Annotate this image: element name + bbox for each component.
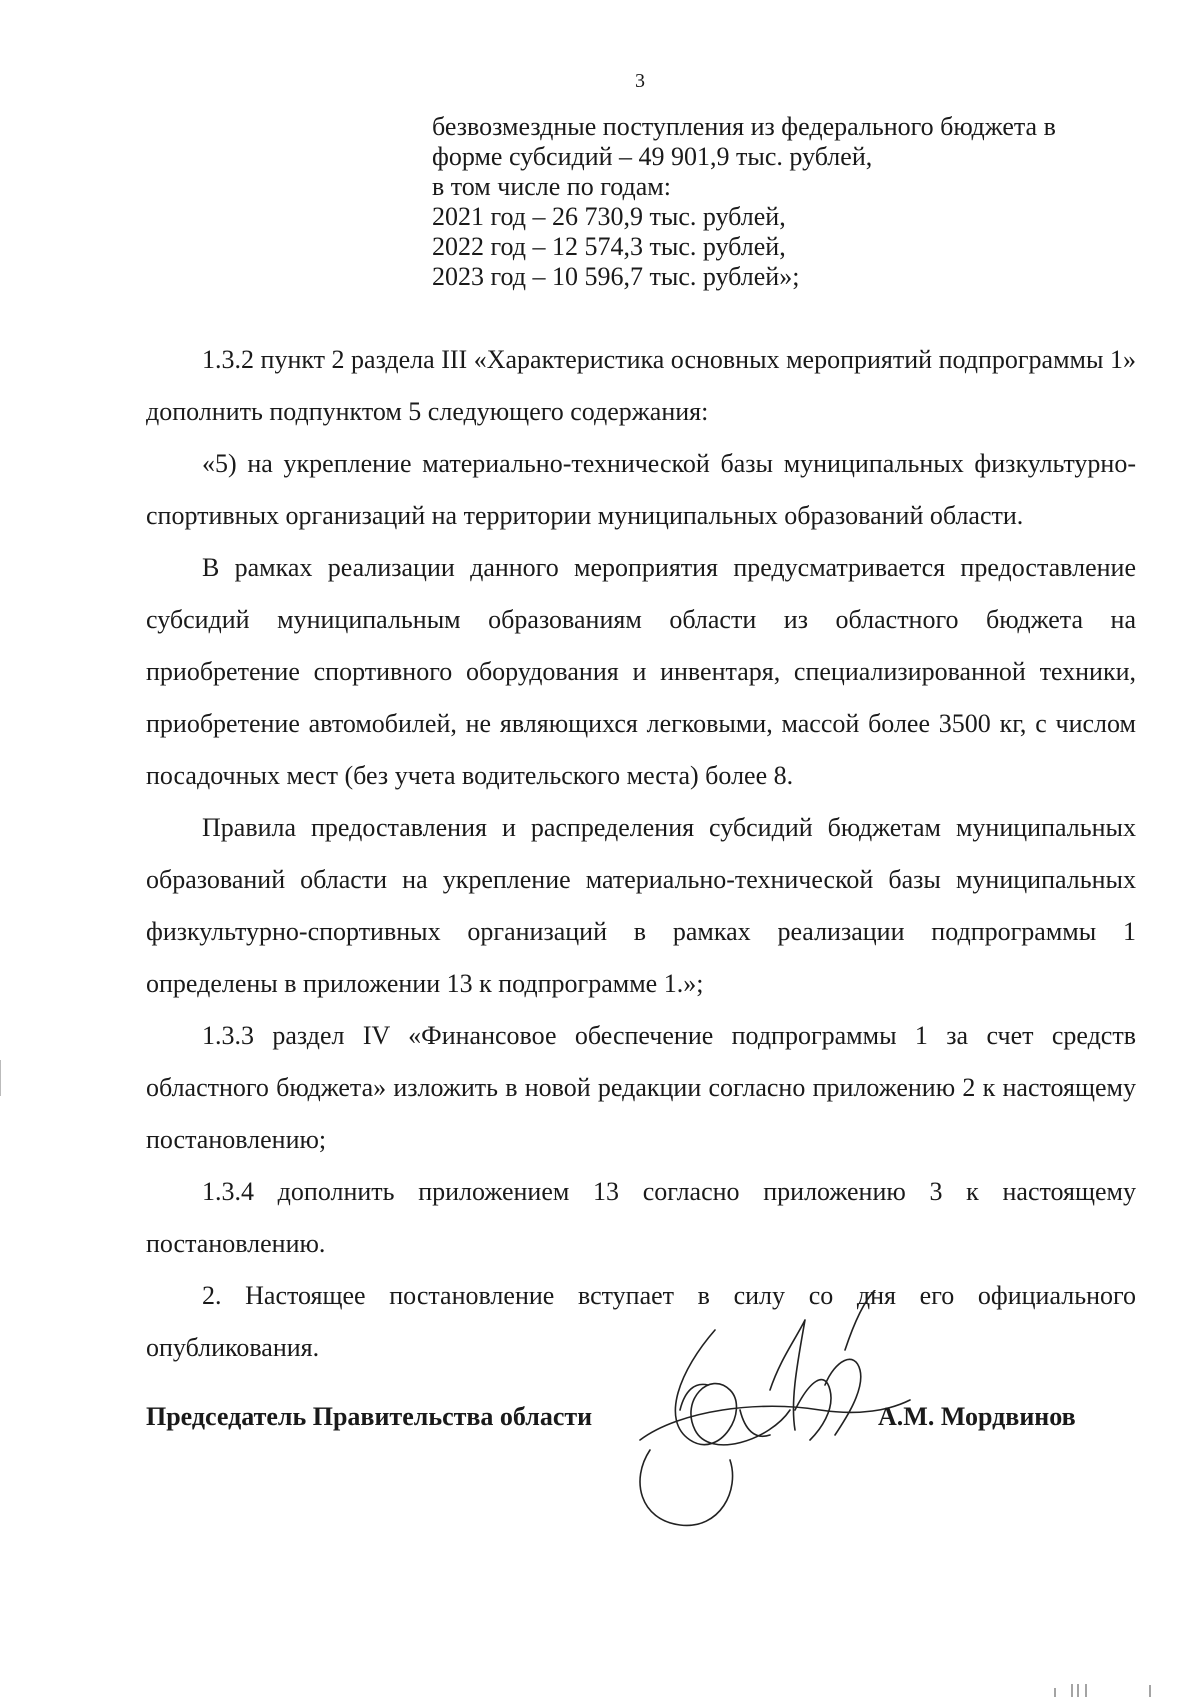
funding-line: 2023 год – 10 596,7 тыс. рублей»; <box>432 262 800 291</box>
signatory-title: Председатель Правительства области <box>146 1402 593 1431</box>
paragraph-subitem-5: «5) на укрепление материально-технической базы муниципальных физкультурно-спортивных организаций на территории муниципальных образований области. <box>146 449 1136 530</box>
paragraph-subsidy-rules: Правила предоставления и распределения субсидий бюджетам муниципальных образований области на укрепление материально-технической базы муниципальных физкультурно-спортивных организаций в рамках реализации подпрограммы 1 определены в приложении 13 к подпрограмме 1.»; <box>146 813 1136 998</box>
funding-line: 2021 год – 26 730,9 тыс. рублей, <box>432 202 786 231</box>
signatory-name: А.М. Мордвинов <box>878 1402 1076 1431</box>
paragraph-effective-date: 2. Настоящее постановление вступает в силу со дня его официального опубликования. <box>146 1281 1136 1362</box>
funding-line: в том числе по годам: <box>432 172 671 201</box>
scan-corner-mark <box>1050 1682 1170 1697</box>
funding-line: 2022 год – 12 574,3 тыс. рублей, <box>432 232 786 261</box>
handwritten-signature <box>620 1290 920 1530</box>
document-body <box>146 334 1136 1374</box>
funding-summary <box>432 112 1056 292</box>
page-number: 3 <box>635 70 645 92</box>
paragraph-1-3-2: 1.3.2 пункт 2 раздела III «Характеристика основных мероприятий подпрограммы 1» дополнить подпунктом 5 следующего содержания: <box>146 345 1136 426</box>
scan-edge-mark <box>0 1060 1 1096</box>
paragraph-1-3-4: 1.3.4 дополнить приложением 13 согласно приложению 3 к настоящему постановлению. <box>146 1177 1136 1258</box>
paragraph-1-3-3: 1.3.3 раздел IV «Финансовое обеспечение подпрограммы 1 за счет средств областного бюджета» изложить в новой редакции согласно приложению 2 к настоящему постановлению; <box>146 1021 1136 1154</box>
funding-line: форме субсидий – 49 901,9 тыс. рублей, <box>432 142 873 171</box>
paragraph-measure-description: В рамках реализации данного мероприятия предусматривается предоставление субсидий муниципальным образованиям области из областного бюджета на приобретение спортивного оборудования и инвентаря, специализированной техники, приобретение автомобилей, не являющихся легковыми, массой более 3500 кг, с числом посадочных мест (без учета водительского места) более 8. <box>146 553 1136 790</box>
funding-line: безвозмездные поступления из федерального бюджета в <box>432 112 1056 141</box>
